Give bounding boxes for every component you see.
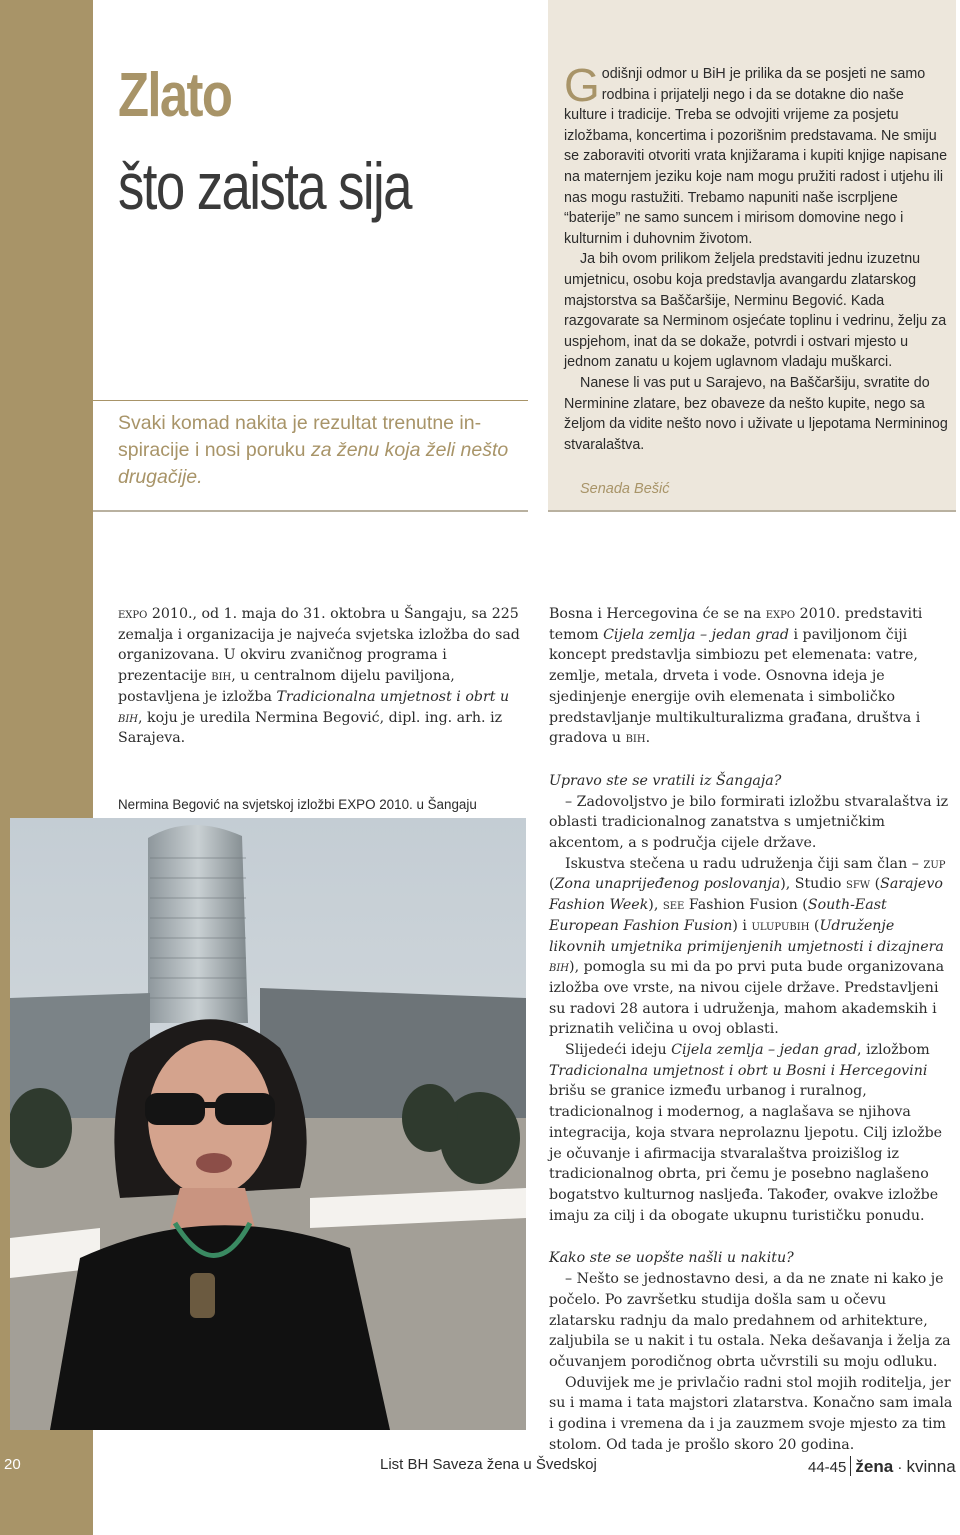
tagline	[118, 410, 523, 491]
question-2: Kako ste se uopšte našli u nakitu?	[549, 1250, 794, 1267]
intro-bottom-rule	[548, 510, 956, 512]
intro-text	[564, 59, 948, 455]
answer-2	[549, 854, 955, 1040]
intro-paragraph-1: odišnji odmor u BiH je prilika da se posjeti ne samo rodbina i prijatelji nego i da se dotakne dio naše kulture i tradicije. Treba se odvojiti vrijeme za posjetu izložbama, koncertima i pozorišnim predstavama. Ne smiju se zaboraviti otvoriti vrata knjižarama i kupiti knjige napisane na maternjem jeziku koje nam mogu pružiti radost i utjehu ili nas mogu rastužiti. Trebamo napuniti naše iscrpljene “baterije” ne samo suncem i mirisom domovine nego i kulturnim i duhovnim životom.	[564, 66, 948, 247]
exhibition-title: Tradicionalna umjetnost i obrt u Bosni i Hercegovini	[549, 1062, 928, 1079]
answer-1: – Zadovoljstvo je bilo formirati izložbu stvaralaštva iz oblasti tradicionalnog zanatstva s umjetničkim akcentom, a s područja cijele države.	[549, 793, 949, 852]
sfw-expansion: Sarajevo Fashion Week	[549, 876, 943, 914]
text: Fashion Fusion (	[684, 897, 808, 914]
lead-paragraph	[118, 604, 528, 749]
text: 2010. predstaviti temom	[549, 606, 923, 643]
right-paragraph-1	[549, 604, 955, 749]
bih-smallcaps-italic: bih	[118, 709, 139, 726]
zup-expansion: Zona unaprijeđenog poslovanja	[554, 876, 781, 893]
theme-title: Cijela zemlja – jedan grad	[603, 626, 789, 643]
answer-5: Oduvijek me je privlačio radni stol mojih roditelja, jer su i mama i tata majstori zlatarstva. Konačno sam imala i godina i vremena da i ja zauzmem svoje mjesto za tim stolom. Od tada je prošlo skoro 20 godina.	[549, 1374, 953, 1453]
bih-smallcaps: bih	[211, 668, 232, 685]
zup-smallcaps: zup	[923, 855, 946, 872]
see-expansion: South-East European Fashion Fusion	[549, 897, 887, 934]
lead-text-1: 2010., od 1. maja do 31. oktobra u Šangaju, sa 225 zemalja i organizacija je najveća svjetska izložba do sad organizovana. U okviru zvaničnog programa i prezentacije	[118, 606, 520, 685]
page-number: 20	[4, 1456, 21, 1473]
spacer	[549, 749, 955, 771]
spacer	[549, 1226, 955, 1248]
text: , izložbom	[857, 1042, 930, 1059]
expo-smallcaps: expo	[118, 606, 148, 622]
article-subtitle: što zaista sija	[118, 149, 411, 223]
article-title: Zlato	[118, 61, 232, 130]
see-smallcaps: see	[662, 897, 685, 914]
title-divider	[93, 400, 528, 401]
text: (	[549, 876, 555, 893]
ulupubih-smallcaps: ulupubih	[751, 917, 810, 934]
bih-smallcaps: bih	[625, 730, 646, 747]
author-signature: Senada Bešić	[580, 481, 670, 497]
text: .	[645, 730, 651, 747]
text: i paviljonom čiji koncept predstavlja simbiozu pet elemenata: vatre, zemlje, metala, drveta i vode. Osnovna ideja je sjedinjenje energije ovih elemenata i simboličko predstavljanje multikulturalizma građana, društva i gradova u	[549, 626, 921, 747]
intro-paragraph-3: Nanese li vas put u Sarajevo, na Baščaršiju, svratite do Nerminine zlatare, bez obaveze da nešto kupite, nego sa željom da vidite nešto novo i uživate u ljepotama Nermininog stvaralaštva.	[564, 374, 948, 453]
question-1: Upravo ste se vratili iz Šangaja?	[549, 772, 782, 789]
bih-smallcaps-italic: bih	[549, 959, 570, 976]
text: Iskustva stečena u radu udruženja čiji sam član –	[565, 855, 924, 872]
tagline-text: Svaki komad nakita je rezultat trenutne in-spiracije i nosi poruku	[118, 412, 482, 461]
brand-kvinna: kvinna	[906, 1457, 956, 1476]
brand-dot: ·	[893, 1459, 907, 1476]
expo-smallcaps: expo	[765, 606, 796, 622]
expo-photo-illustration	[10, 818, 526, 1430]
text: ), pomogla su mi da po prvi puta bude organizovana izložba ove vrste, na nivou cijele države. Predstavljeni su radovi 28 autora i udruženja, mahom akademskih i priznatih veličina u ovoj oblasti.	[549, 959, 945, 1038]
lead-exhibition-title: Tradicionalna umjetnost i obrt u	[276, 688, 510, 705]
brand-zena: žena	[855, 1457, 894, 1476]
text: ), Studio	[780, 876, 846, 893]
title-bottom-rule	[93, 510, 528, 512]
answer-3	[549, 1040, 955, 1226]
text: Slijedeći ideju	[565, 1042, 672, 1059]
answer-4: – Nešto se jednostavno desi, a da ne znate ni kako je počelo. Po završetku studija došla sam u očevu zlatarsku radnju da malo predahnem od arhitekture, zaljubila se u nakit i tu ostala. Neka dešavanja i želja za očuvanjem porodičnog obrta učvrstili su moju odluku.	[549, 1271, 951, 1370]
publication-name: List BH Saveza žena u Švedskoj	[380, 1456, 597, 1473]
ulupubih-expansion: Udruženje likovnih umjetnika primijenjenih umjetnosti i dizajnera	[549, 917, 944, 955]
footer-divider	[850, 1456, 851, 1476]
issue-brand	[808, 1456, 956, 1477]
interview-column	[549, 604, 955, 1455]
text: ) i	[732, 917, 752, 934]
tagline-italic: za ženu koja želi nešto drugačije.	[118, 439, 509, 488]
text: ),	[648, 897, 663, 914]
lead-text-2: , u centralnom dijelu paviljona, postavljena je izložba	[118, 668, 455, 705]
photo-caption: Nermina Begović na svjetskoj izložbi EXPO 2010. u Šangaju	[118, 797, 477, 812]
text: (	[809, 917, 820, 934]
text: brišu se granice između urbanog i ruralnog, tradicionalnog i modernog, a naglašava se njihova integracija, koja stvara neprolaznu ljepotu. Cilj izložbe je očuvanje i afirmacija stvaralaštva proizišlog iz tradicionalnog obrta, pri čemu je posebno naglašeno bogatstvo kulturnog nasljeđa. Također, ovakve izložbe imaju za cilj i da obogate ukupnu turističku ponudu.	[549, 1083, 943, 1224]
footer-color-block	[0, 1440, 93, 1535]
intro-paragraph-2: Ja bih ovom prilikom željela predstaviti jednu izuzetnu umjetnicu, osobu koja predstavlja avangardu zlatarskog majstorstva sa Baščaršije, Nerminu Begović. Kada razgovarate sa Nerminom osjećate toplinu i vedrinu, želju za uspjehom, inat da se dokaže, potvrdi i ostvari mjesto u jednom zanatu u kojem uglavnom vladaju muškarci.	[564, 251, 947, 371]
theme-title: Cijela zemlja – jedan grad	[671, 1042, 858, 1059]
issue-number: 44-45	[808, 1459, 847, 1476]
text: (	[870, 876, 881, 893]
drop-cap: G	[564, 59, 600, 111]
sfw-smallcaps: sfw	[845, 876, 871, 893]
text: Bosna i Hercegovina će se na	[549, 606, 766, 622]
portrait-photo	[10, 818, 526, 1430]
lead-text-3: , koju je uredila Nermina Begović, dipl. ing. arh. iz Sarajeva.	[118, 709, 503, 747]
